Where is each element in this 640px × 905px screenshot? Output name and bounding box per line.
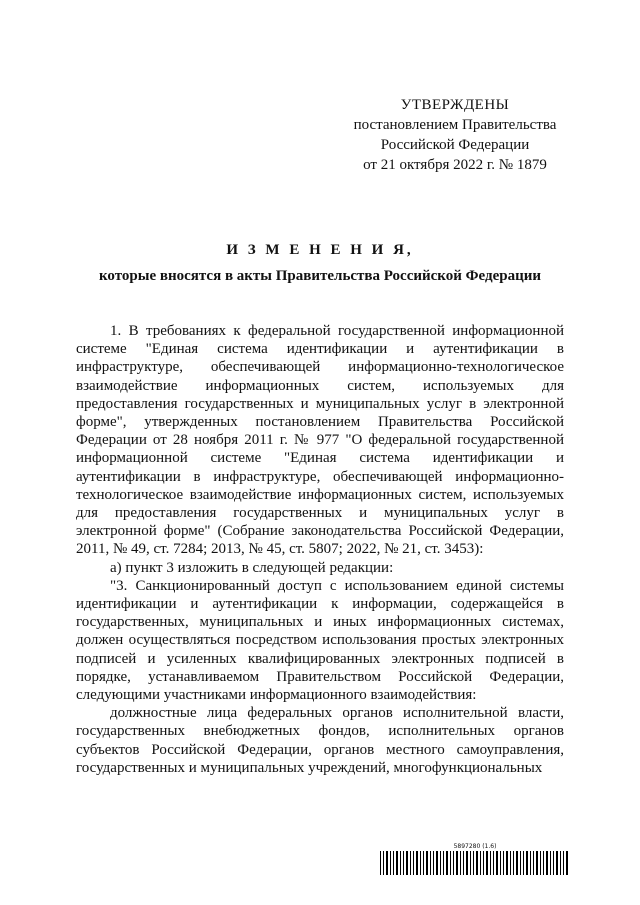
document-title: И З М Е Н Е Н И Я, — [226, 242, 414, 258]
approval-line-1: постановлением Правительства — [353, 117, 557, 133]
approval-block — [340, 95, 570, 175]
paragraph-2: а) пункт 3 изложить в следующей редакции: — [110, 559, 394, 576]
approval-line-3: от 21 октября 2022 г. № 1879 — [363, 157, 547, 173]
paragraph-3: "3. Санкционированный доступ с использованием единой системы идентификации и аутентификации к информации, содержащейся в государственных, муниципальных и иных информационных системах, должен осуществляться посредством использования простых электронных подписей и усиленных квалифицированных электронных подписей в порядке, устанавливаемом Правительством Российской Федерации, следующими участниками информационного взаимодействия: — [76, 577, 564, 704]
barcode-block — [380, 843, 570, 875]
barcode-icon — [380, 851, 570, 875]
approval-line-2: Российской Федерации — [380, 137, 530, 153]
barcode-label: 5897280 (1.6) — [453, 843, 497, 850]
document-subtitle: которые вносятся в акты Правительства Российской Федерации — [98, 268, 542, 284]
document-body — [76, 322, 564, 777]
paragraph-4: должностные лица федеральных органов исполнительной власти, государственных внебюджетных фондов, исполнительных органов субъектов Российской Федерации, органов местного самоуправления, государственных и муниципальных учреждений, многофункциональных — [76, 705, 564, 776]
approval-stamp: УТВЕРЖДЕНЫ — [400, 97, 510, 113]
paragraph-1: 1. В требованиях к федеральной государственной информационной системе "Единая система идентификации и аутентификации в инфраструктуре, обеспечивающей информационно-технологическое взаимодействие информационных систем, используемых для предоставления государственных и муниципальных услуг в электронной форме", утвержденных постановлением Правительства Российской Федерации от 28 ноября 2011 г. № 977 "О федеральной государственной информационной системе "Единая система идентификации и аутентификации в инфраструктуре, обеспечивающей информационно-технологическое взаимодействие информационных систем, используемых для предоставления государственных и муниципальных услуг в электронной форме" (Собрание законодательства Российской Федерации, 2011, № 49, ст. 7284; 2013, № 45, ст. 5807; 2022, № 21, ст. 3453): — [76, 323, 564, 558]
